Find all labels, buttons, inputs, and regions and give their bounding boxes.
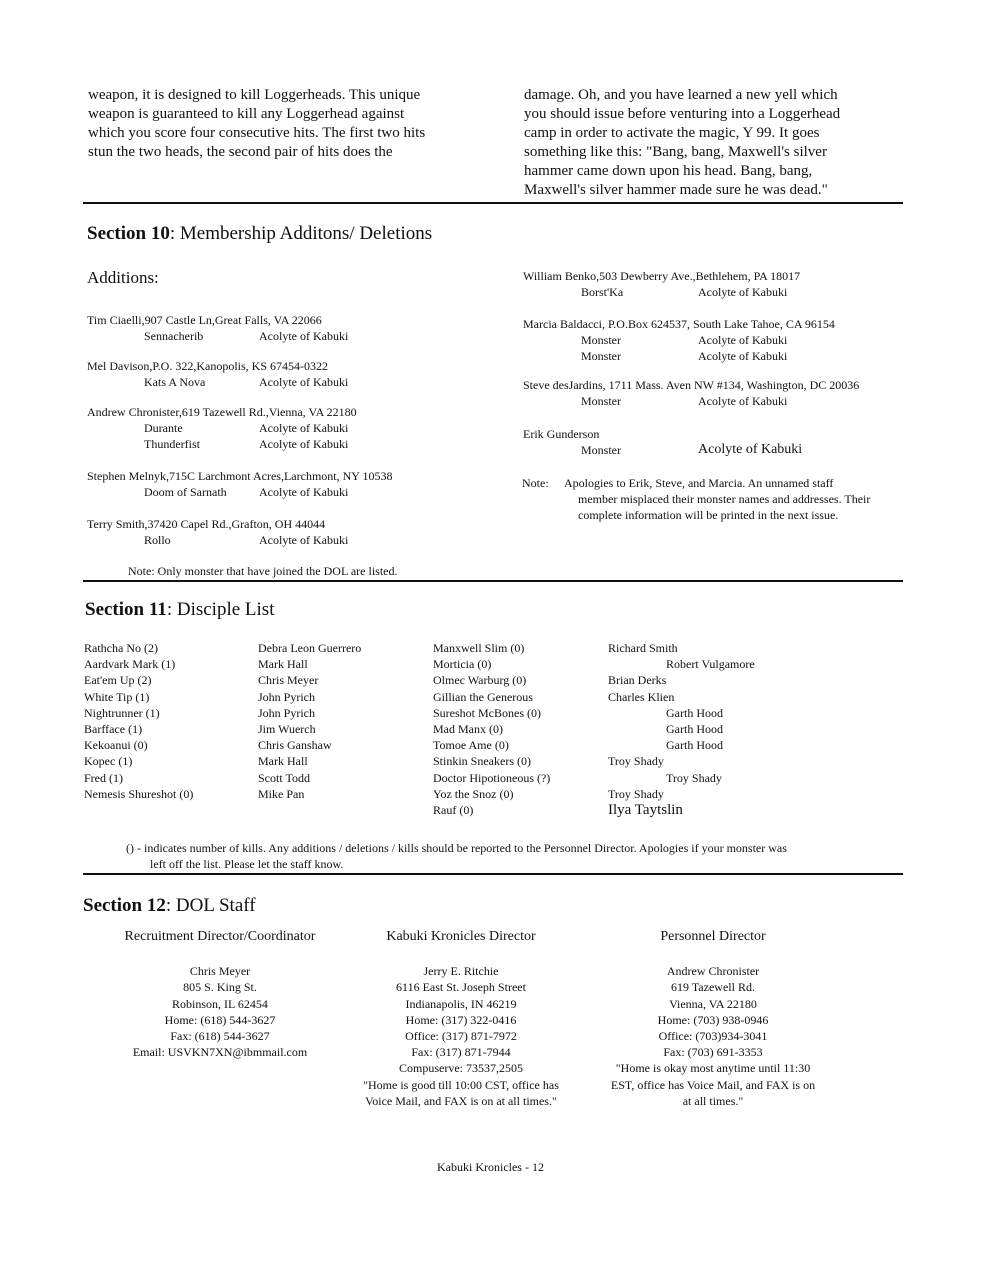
monster-row bbox=[87, 328, 348, 344]
member-entry bbox=[523, 316, 835, 364]
list-item: Mike Pan bbox=[258, 786, 305, 801]
monster-rank: Acolyte of Kabuki bbox=[698, 394, 788, 408]
list-item: Doctor Hipotioneous (?) bbox=[433, 770, 551, 785]
staff-contact-line: Fax: (618) 544-3627 bbox=[170, 1029, 270, 1044]
monster-rank: Acolyte of Kabuki bbox=[259, 533, 349, 547]
list-item: Troy Shady bbox=[666, 770, 722, 785]
monster-name: Monster bbox=[581, 333, 621, 347]
staff-contact-line: Email: USVKN7XN@ibmmail.com bbox=[132, 1045, 308, 1060]
list-item: Rathcha No (2) bbox=[84, 641, 158, 655]
footnote-line: left off the list. Please let the staff know. bbox=[150, 857, 344, 871]
staff-contact-line: Indianapolis, IN 46219 bbox=[405, 996, 517, 1011]
list-item: Manxwell Slim (0) bbox=[433, 641, 525, 655]
member-entry bbox=[87, 468, 393, 500]
list-item: Mad Manx (0) bbox=[433, 722, 503, 737]
intro-line: Maxwell's silver hammer made sure he was dead." bbox=[524, 182, 828, 198]
list-item: Stinkin Sneakers (0) bbox=[433, 754, 531, 769]
monster-row bbox=[523, 284, 800, 300]
intro-line: damage. Oh, and you have learned a new yell which bbox=[524, 87, 838, 103]
monster-row bbox=[523, 442, 802, 458]
apology-note bbox=[522, 475, 870, 523]
footnote-line: () - indicates number of kills. Any additions / deletions / kills should be reported to the Personnel Director. Apologies if your monster was bbox=[126, 841, 787, 855]
staff-contact-line: 6116 East St. Joseph Street bbox=[396, 980, 526, 995]
monster-name: Durante bbox=[144, 421, 183, 435]
intro-line: something like this: "Bang, bang, Maxwell's silver bbox=[524, 144, 827, 160]
staff-contact-line: Jerry E. Ritchie bbox=[423, 964, 499, 979]
monster-row bbox=[87, 532, 348, 548]
monster-name: Doom of Sarnath bbox=[144, 485, 227, 499]
section-number: Section 10 bbox=[87, 223, 170, 244]
intro-line: camp in order to activate the magic, Y 99. It goes bbox=[524, 125, 820, 141]
monster-rank: Acolyte of Kabuki bbox=[698, 442, 803, 457]
list-item: John Pyrich bbox=[258, 705, 315, 720]
member-entry bbox=[523, 377, 859, 409]
member-name-address: Steve desJardins, 1711 Mass. Aven NW #134, Washington, DC 20036 bbox=[523, 378, 860, 392]
staff-contact-line: EST, office has Voice Mail, and FAX is on bbox=[610, 1077, 816, 1092]
list-item: Olmec Warburg (0) bbox=[433, 673, 527, 688]
section-title: : Disciple List bbox=[166, 599, 275, 620]
monster-rank: Acolyte of Kabuki bbox=[259, 375, 349, 389]
member-entry bbox=[523, 426, 802, 458]
monster-row bbox=[87, 374, 348, 390]
staff-contact-line: Robinson, IL 62454 bbox=[172, 996, 268, 1011]
list-item: Jim Wuerch bbox=[258, 722, 316, 737]
member-entry bbox=[523, 268, 800, 300]
disciple-monsters-column-1 bbox=[84, 640, 193, 802]
list-item: Chris Meyer bbox=[258, 673, 319, 688]
staff-contact-line: 619 Tazewell Rd. bbox=[671, 980, 755, 995]
list-item: Garth Hood bbox=[666, 738, 723, 753]
disciple-owners-column-1 bbox=[258, 640, 361, 802]
staff-contact-line: at all times." bbox=[682, 1093, 744, 1108]
list-item: Rauf (0) bbox=[433, 803, 474, 818]
list-item: Nightrunner (1) bbox=[84, 705, 160, 720]
member-name-address: Mel Davison,P.O. 322,Kanopolis, KS 67454-0322 bbox=[87, 359, 329, 373]
staff-contact-line: "Home is okay most anytime until 11:30 bbox=[615, 1061, 811, 1076]
list-item: Charles Klien bbox=[608, 689, 675, 704]
staff-role: Recruitment Director/Coordinator bbox=[124, 929, 316, 944]
list-item: Brian Derks bbox=[608, 673, 667, 688]
staff-contact-line: Home: (317) 322-0416 bbox=[405, 1012, 517, 1027]
list-item: Debra Leon Guerrero bbox=[258, 641, 362, 655]
intro-right-column bbox=[524, 86, 904, 200]
list-item: John Pyrich bbox=[258, 689, 315, 704]
list-item: Eat'em Up (2) bbox=[84, 673, 152, 688]
additions-label: Additions: bbox=[87, 268, 159, 287]
section-title: : DOL Staff bbox=[165, 895, 256, 916]
staff-contact-line: Office: (317) 871-7972 bbox=[405, 1029, 517, 1044]
list-item: Mark Hall bbox=[258, 657, 308, 672]
monster-row bbox=[523, 393, 859, 409]
monster-rank: Acolyte of Kabuki bbox=[698, 349, 788, 363]
staff-contact-line: Vienna, VA 22180 bbox=[669, 996, 757, 1011]
staff-contact-line: 805 S. King St. bbox=[183, 980, 257, 995]
staff-contact-line: Home: (618) 544-3627 bbox=[164, 1012, 276, 1027]
monster-name: Kats A Nova bbox=[144, 375, 206, 389]
monster-rank: Acolyte of Kabuki bbox=[259, 437, 349, 451]
monster-name: Monster bbox=[581, 349, 621, 363]
monster-name: Monster bbox=[581, 394, 621, 408]
section-number: Section 12 bbox=[83, 895, 166, 916]
staff-role: Kabuki Kronicles Director bbox=[386, 929, 536, 944]
monster-row bbox=[87, 436, 357, 452]
monster-rank: Acolyte of Kabuki bbox=[259, 329, 349, 343]
list-item: Yoz the Snoz (0) bbox=[433, 786, 514, 801]
member-entry bbox=[87, 404, 357, 452]
list-item: Nemesis Shureshot (0) bbox=[84, 786, 194, 801]
dol-only-note: Note: Only monster that have joined the DOL are listed. bbox=[128, 564, 398, 578]
note-line: Apologies to Erik, Steve, and Marcia. An unnamed staff bbox=[564, 476, 834, 490]
list-item: Barfface (1) bbox=[84, 722, 143, 737]
member-entry bbox=[87, 516, 348, 548]
monster-rank: Acolyte of Kabuki bbox=[259, 485, 349, 499]
monster-rank: Acolyte of Kabuki bbox=[259, 421, 349, 435]
list-item: White Tip (1) bbox=[84, 689, 150, 704]
intro-line: hammer came down upon his head. Bang, bang, bbox=[524, 163, 813, 179]
intro-line: you should issue before venturing into a Loggerhead bbox=[524, 106, 841, 122]
list-item: Sureshot McBones (0) bbox=[433, 705, 541, 720]
disciple-footnote bbox=[126, 840, 787, 872]
member-entry bbox=[87, 358, 348, 390]
member-name-address: Terry Smith,37420 Capel Rd.,Grafton, OH 44044 bbox=[87, 517, 326, 531]
disciple-monsters-column-2 bbox=[433, 640, 550, 818]
member-name-address: Andrew Chronister,619 Tazewell Rd.,Vienna, VA 22180 bbox=[87, 405, 357, 419]
note-label: Note: bbox=[522, 476, 549, 490]
intro-line: weapon, it is designed to kill Loggerheads. This unique bbox=[88, 87, 421, 103]
section-10-heading bbox=[87, 223, 432, 245]
monster-row bbox=[523, 332, 835, 348]
section-divider bbox=[83, 580, 903, 582]
list-item: Fred (1) bbox=[84, 770, 123, 785]
page-footer: Kabuki Kronicles - 12 bbox=[437, 1160, 544, 1174]
intro-line: stun the two heads, the second pair of hits does the bbox=[88, 144, 393, 160]
list-item: Garth Hood bbox=[666, 705, 723, 720]
monster-name: Borst'Ka bbox=[581, 285, 624, 299]
member-name-address: Stephen Melnyk,715C Larchmont Acres,Larchmont, NY 10538 bbox=[87, 469, 393, 483]
member-name-address: Marcia Baldacci, P.O.Box 624537, South Lake Tahoe, CA 96154 bbox=[523, 317, 835, 331]
list-item: Gillian the Generous bbox=[433, 689, 533, 704]
list-item: Mark Hall bbox=[258, 754, 308, 769]
monster-name: Sennacherib bbox=[144, 329, 204, 343]
list-item: Ilya Taytslin bbox=[608, 802, 683, 819]
list-item: Tomoe Ame (0) bbox=[433, 738, 509, 753]
intro-line: which you score four consecutive hits. The first two hits bbox=[88, 125, 426, 141]
staff-contact-line: Voice Mail, and FAX is on at all times." bbox=[365, 1093, 557, 1108]
staff-contact-line: Compuserve: 73537,2505 bbox=[399, 1061, 523, 1076]
section-number: Section 11 bbox=[85, 599, 167, 620]
disciple-owners-column-2 bbox=[608, 640, 755, 818]
list-item: Morticia (0) bbox=[433, 657, 492, 672]
section-title: : Membership Additons/ Deletions bbox=[169, 223, 433, 244]
staff-recruitment-director bbox=[90, 929, 350, 1060]
list-item: Kekoanui (0) bbox=[84, 738, 148, 753]
staff-contact-line: Fax: (703) 691-3353 bbox=[663, 1045, 763, 1060]
staff-contact-line: "Home is good till 10:00 CST, office has bbox=[363, 1077, 559, 1092]
list-item: Troy Shady bbox=[608, 786, 664, 801]
list-item: Aardvark Mark (1) bbox=[84, 657, 176, 672]
list-item: Garth Hood bbox=[666, 722, 723, 737]
monster-row bbox=[87, 420, 357, 436]
monster-rank: Acolyte of Kabuki bbox=[698, 285, 788, 299]
staff-contact-line: Chris Meyer bbox=[189, 964, 251, 979]
section-divider bbox=[83, 873, 903, 875]
monster-row bbox=[87, 484, 393, 500]
staff-contact-line: Office: (703)934-3041 bbox=[658, 1029, 768, 1044]
list-item: Troy Shady bbox=[608, 754, 664, 769]
note-line: member misplaced their monster names and addresses. Their bbox=[578, 492, 871, 506]
monster-name: Rollo bbox=[144, 533, 171, 547]
member-entry bbox=[87, 312, 348, 344]
staff-kronicles-director bbox=[336, 929, 586, 1109]
list-item: Chris Ganshaw bbox=[258, 738, 332, 753]
list-item: Richard Smith bbox=[608, 641, 678, 655]
member-name-address: Tim Ciaelli,907 Castle Ln,Great Falls, VA 22066 bbox=[87, 313, 322, 327]
staff-role: Personnel Director bbox=[660, 929, 766, 944]
note-line: complete information will be printed in the next issue. bbox=[578, 508, 839, 522]
monster-name: Monster bbox=[581, 443, 621, 457]
intro-left-column bbox=[88, 86, 488, 162]
member-name-address: Erik Gunderson bbox=[523, 427, 600, 441]
staff-contact-line: Home: (703) 938-0946 bbox=[657, 1012, 769, 1027]
staff-contact-line: Fax: (317) 871-7944 bbox=[411, 1045, 511, 1060]
section-12-heading bbox=[83, 895, 256, 917]
section-divider bbox=[83, 202, 903, 204]
list-item: Scott Todd bbox=[258, 770, 310, 785]
list-item: Kopec (1) bbox=[84, 754, 133, 769]
list-item: Robert Vulgamore bbox=[666, 657, 755, 672]
staff-personnel-director bbox=[583, 929, 843, 1109]
monster-row bbox=[523, 348, 835, 364]
monster-rank: Acolyte of Kabuki bbox=[698, 333, 788, 347]
intro-line: weapon is guaranteed to kill any Loggerhead against bbox=[88, 106, 405, 122]
member-name-address: William Benko,503 Dewberry Ave.,Bethlehem, PA 18017 bbox=[523, 269, 801, 283]
section-11-heading bbox=[85, 599, 274, 621]
staff-contact-line: Andrew Chronister bbox=[666, 964, 760, 979]
monster-name: Thunderfist bbox=[144, 437, 200, 451]
